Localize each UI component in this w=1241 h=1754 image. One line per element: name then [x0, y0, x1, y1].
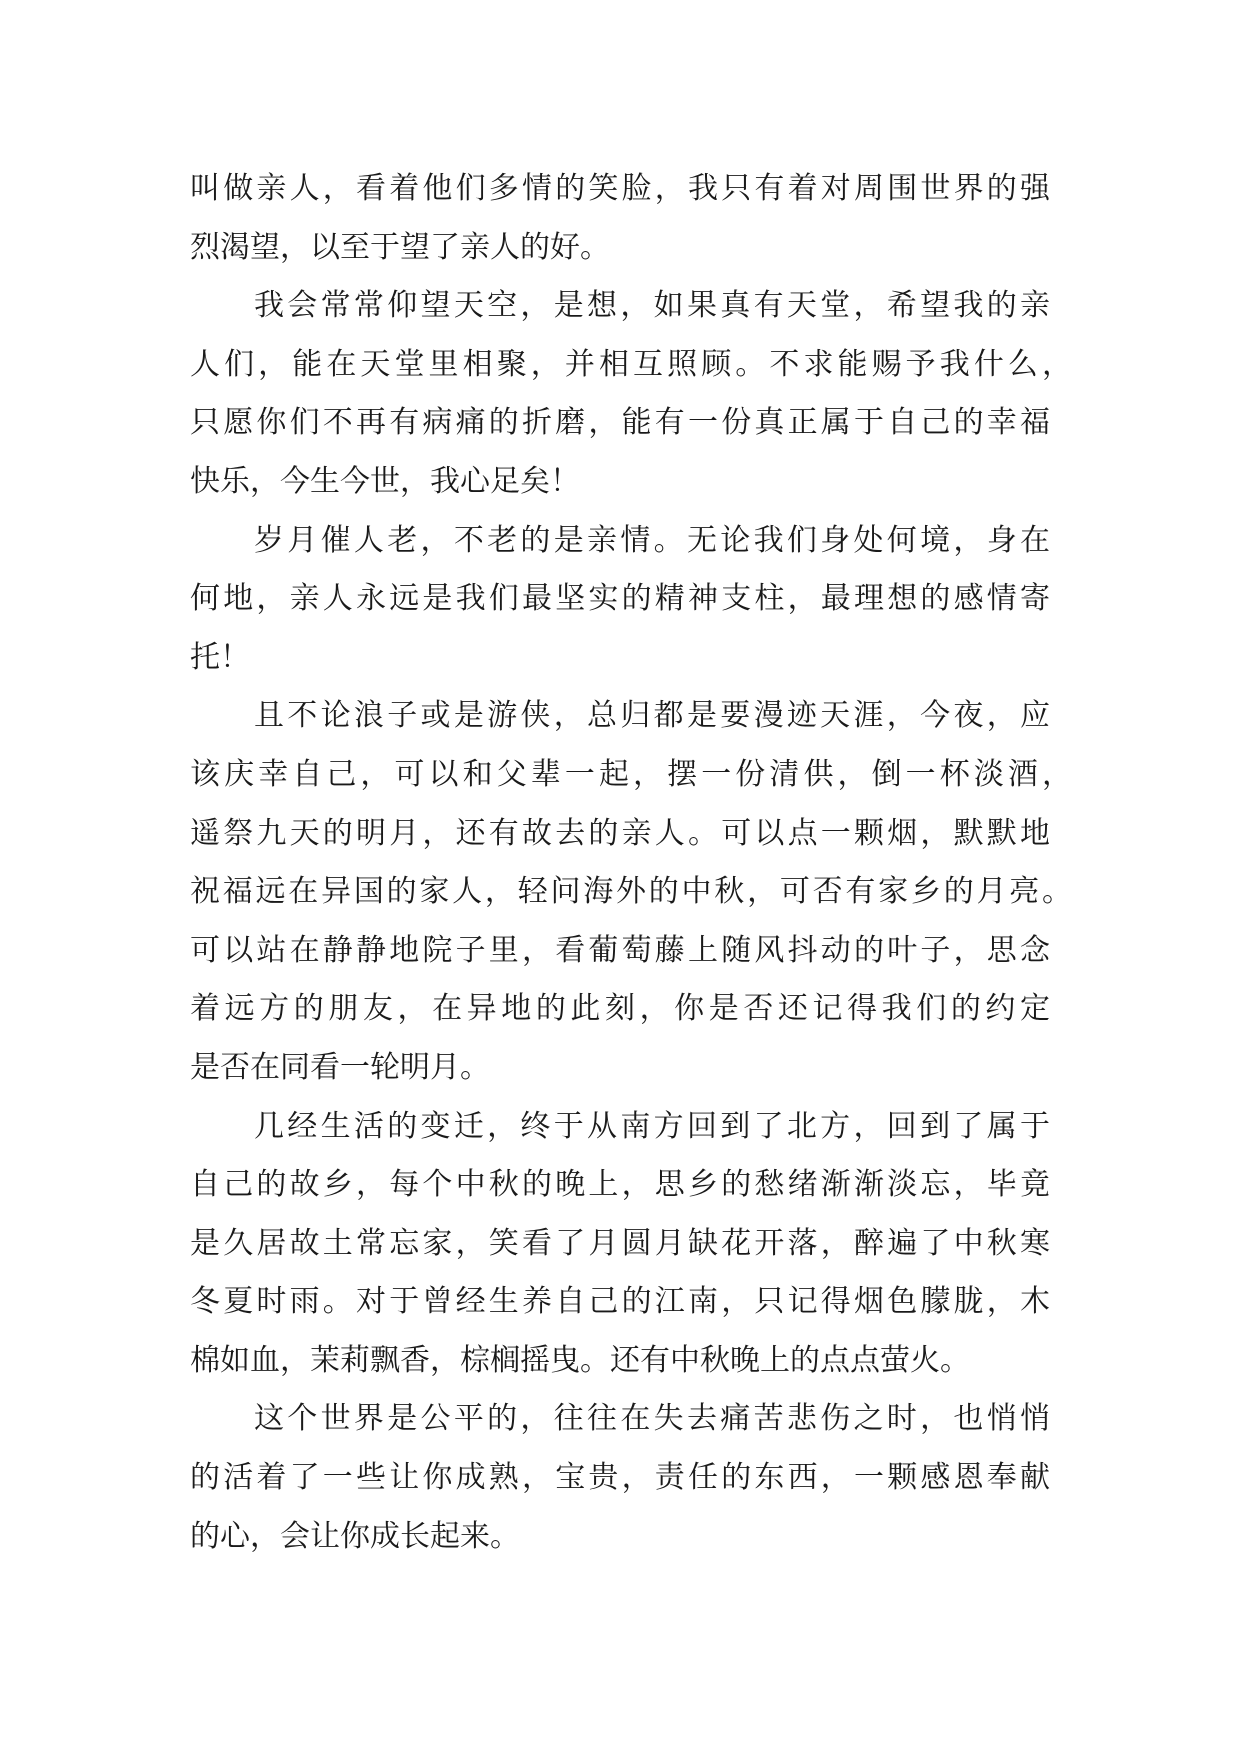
text-line: 着远方的朋友，在异地的此刻，你是否还记得我们的约定 — [190, 991, 1050, 1027]
text-line: 叫做亲人，看着他们多情的笑脸，我只有着对周围世界的强 — [190, 171, 1050, 206]
paragraph-first-line: 我会常常仰望天空，是想，如果真有天堂，希望我的亲 — [254, 288, 1050, 324]
text-line: 人们，能在天堂里相聚，并相互照顾。不求能赐予我什么， — [190, 346, 1072, 382]
text-line: 该庆幸自己，可以和父辈一起，摆一份清供，倒一杯淡酒， — [190, 756, 1072, 792]
text-line: 是否在同看一轮明月。 — [190, 1049, 490, 1085]
text-line: 冬夏时雨。对于曾经生养自己的江南，只记得烟色朦胧，木 — [190, 1284, 1050, 1320]
text-line: 的活着了一些让你成熟，宝贵，责任的东西，一颗感恩奉献 — [190, 1460, 1050, 1496]
text-line: 遥祭九天的明月，还有故去的亲人。可以点一颗烟，默默地 — [190, 815, 1050, 851]
text-line: 祝福远在异国的家人，轻问海外的中秋，可否有家乡的月亮。 — [190, 874, 1072, 910]
paragraph-first-line: 几经生活的变迁，终于从南方回到了北方，回到了属于 — [254, 1108, 1050, 1144]
paragraph-first-line: 这个世界是公平的，往往在失去痛苦悲伤之时，也悄悄 — [254, 1401, 1050, 1437]
text-line: 只愿你们不再有病痛的折磨，能有一份真正属于自己的幸福 — [190, 405, 1050, 441]
text-line: 烈渴望，以至于望了亲人的好。 — [190, 229, 610, 265]
paragraph-first-line: 且不论浪子或是游侠，总归都是要漫迹天涯，今夜，应 — [254, 698, 1050, 734]
text-line: 托！ — [190, 639, 250, 675]
text-line: 自己的故乡，每个中秋的晚上，思乡的愁绪渐渐淡忘，毕竟 — [190, 1167, 1050, 1203]
text-line: 何地，亲人永远是我们最坚实的精神支柱，最理想的感情寄 — [190, 581, 1050, 617]
paragraph-first-line: 岁月催人老，不老的是亲情。无论我们身处何境，身在 — [254, 522, 1050, 558]
text-line: 棉如血，茉莉飘香，棕榈摇曳。还有中秋晚上的点点萤火。 — [190, 1342, 970, 1378]
text-line: 可以站在静静地院子里，看葡萄藤上随风抖动的叶子，思念 — [190, 932, 1050, 968]
body-text — [190, 160, 1080, 1566]
text-line: 快乐，今生今世，我心足矣！ — [190, 463, 580, 499]
text-line: 是久居故土常忘家，笑看了月圆月缺花开落，醉遍了中秋寒 — [190, 1225, 1050, 1261]
text-line: 的心，会让你成长起来。 — [190, 1518, 520, 1554]
